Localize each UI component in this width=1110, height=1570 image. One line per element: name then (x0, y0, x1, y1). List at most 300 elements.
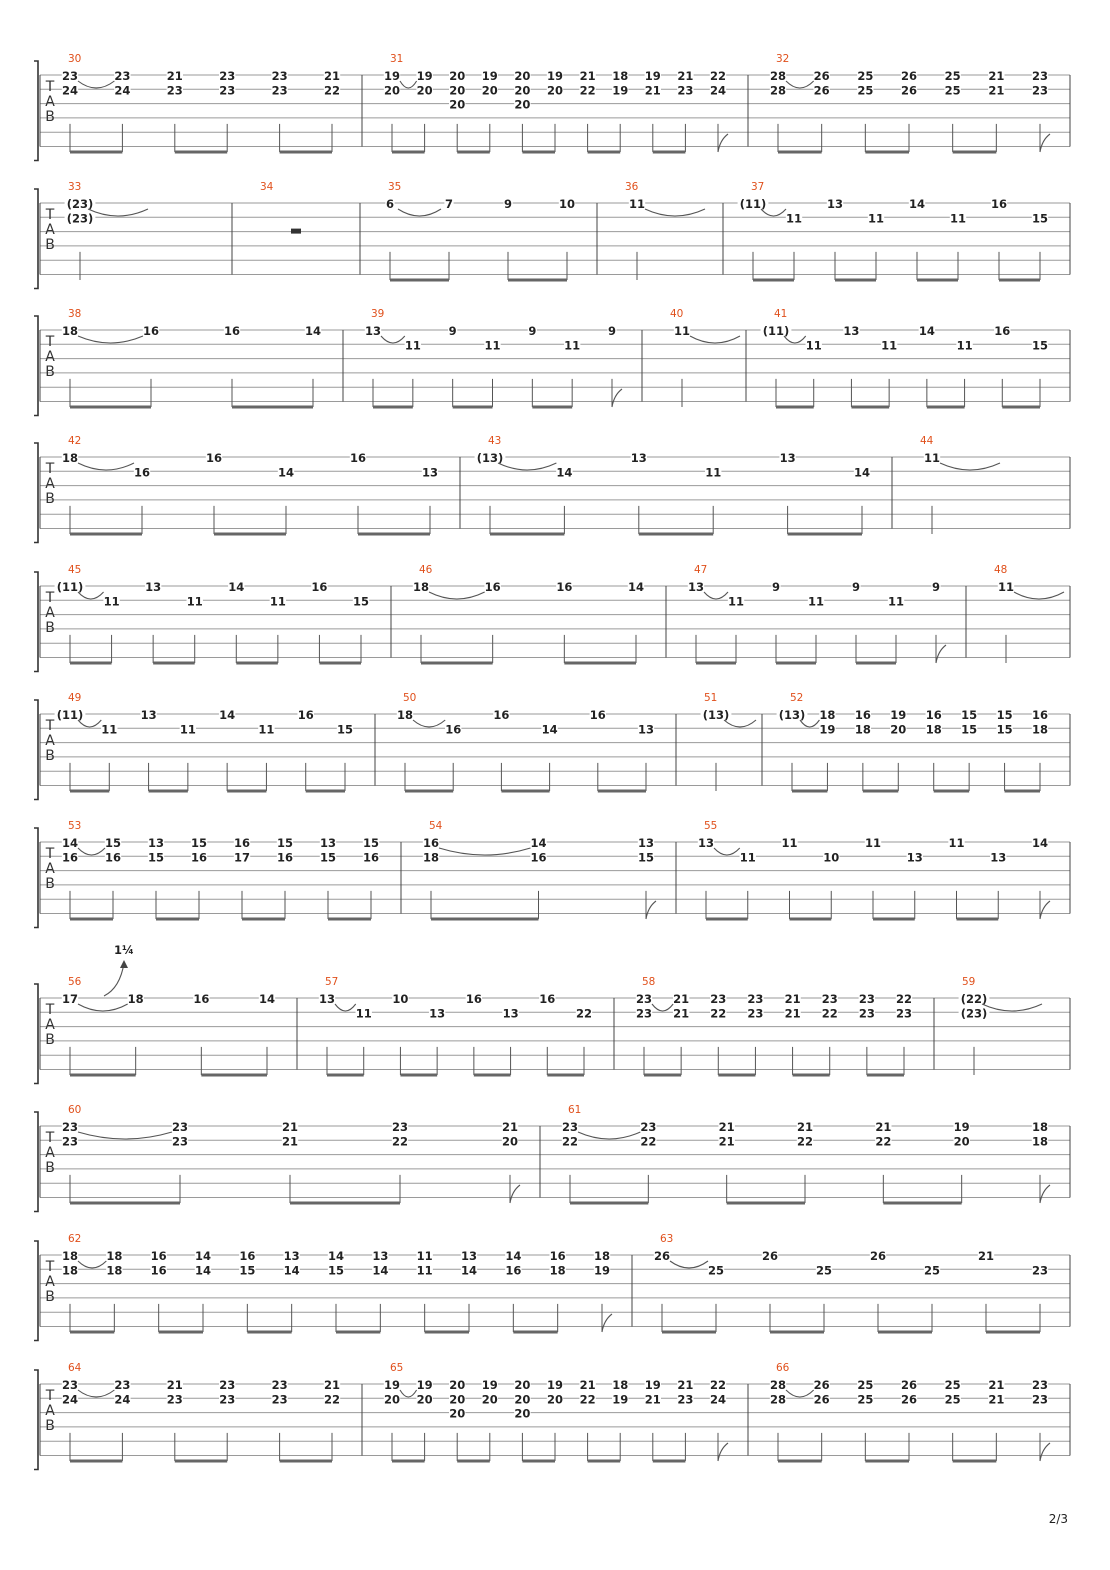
fret-number: 7 (444, 197, 454, 211)
tie-arc (690, 336, 740, 343)
fret-number: 11 (997, 580, 1015, 594)
tab-clef-letter: T (45, 718, 55, 734)
fret-number: 18 (819, 708, 836, 722)
fret-number: 23 (1031, 1263, 1049, 1278)
tie-arc (78, 81, 114, 88)
fret-number: 23 (747, 1006, 764, 1021)
fret-number: 21 (644, 1392, 661, 1407)
note-flag (1040, 1185, 1050, 1203)
fret-number: 19 (383, 69, 401, 83)
fret-number: 15 (362, 836, 380, 850)
fret-number: 26 (869, 1249, 887, 1263)
note-flag (1040, 1443, 1050, 1461)
fret-number: 21 (673, 1006, 690, 1021)
measure-number: 35 (388, 181, 402, 193)
fret-number: 16 (276, 850, 294, 865)
fret-number: 11 (269, 594, 286, 609)
tie-arc (78, 336, 143, 343)
fret-number: 23 (821, 992, 838, 1006)
tab-clef-letter: B (45, 1160, 55, 1176)
fret-number: 28 (769, 1392, 787, 1407)
fret-number: 15 (190, 836, 208, 850)
fret-number: 11 (864, 836, 882, 850)
fret-number: 18 (593, 1249, 611, 1263)
fret-number: 21 (323, 1378, 341, 1392)
note-flag (646, 901, 656, 919)
fret-number: 21 (281, 1120, 299, 1134)
fret-number: (13) (702, 708, 730, 722)
fret-number: 23 (114, 1378, 131, 1392)
fret-number: 15 (276, 836, 294, 850)
fret-number: 23 (61, 1378, 79, 1392)
fret-number: 13 (319, 836, 337, 850)
note-flag (602, 1314, 612, 1332)
fret-number: 19 (481, 1378, 498, 1392)
fret-number: 16 (297, 708, 314, 722)
fret-number: 23 (219, 1378, 236, 1392)
fret-number: 19 (644, 1378, 661, 1392)
measure-number: 45 (68, 564, 82, 576)
fret-number: 16 (133, 465, 151, 480)
tab-clef-letter: T (45, 207, 55, 223)
fret-number: 14 (372, 1263, 389, 1278)
fret-number: 13 (145, 580, 162, 594)
fret-number: 11 (739, 850, 756, 865)
fret-number: 14 (304, 324, 322, 338)
fret-number: 20 (449, 83, 466, 98)
tie-arc (645, 209, 705, 216)
tie-arc (670, 1261, 708, 1268)
tab-clef-letter: A (45, 861, 55, 877)
fret-number: 14 (1031, 836, 1049, 850)
fret-number: 16 (349, 451, 367, 465)
measure-number: 32 (776, 53, 790, 65)
fret-number: (11) (762, 324, 790, 338)
fret-number: 25 (944, 69, 961, 83)
fret-number: 23 (219, 69, 236, 83)
fret-number: 15 (327, 1263, 345, 1278)
fret-number: 13 (990, 850, 1007, 865)
fret-number: 10 (392, 992, 409, 1006)
measure-number: 55 (704, 820, 718, 832)
fret-number: 16 (925, 708, 942, 722)
measure-number: 62 (68, 1233, 82, 1245)
fret-number: 13 (637, 836, 655, 850)
tie-arc (786, 1390, 814, 1397)
fret-number: 23 (1031, 69, 1049, 83)
fret-number: 20 (501, 1134, 519, 1149)
fret-number: 16 (239, 1249, 256, 1263)
fret-number: 11 (355, 1006, 372, 1021)
fret-number: 18 (396, 708, 414, 722)
fret-number: 23 (61, 1134, 79, 1149)
fret-number: 20 (481, 83, 498, 98)
fret-number: (13) (778, 708, 806, 722)
measure-number: 49 (68, 692, 82, 704)
fret-number: 16 (549, 1249, 566, 1263)
measure-number: 53 (68, 820, 82, 832)
fret-number: 20 (514, 97, 531, 112)
fret-number: (11) (56, 708, 84, 722)
fret-number: 11 (404, 338, 421, 353)
bend-amount: 1¼ (114, 943, 134, 957)
measure-number: 61 (568, 1104, 582, 1116)
fret-number: 23 (747, 992, 764, 1006)
fret-number: 18 (61, 1249, 79, 1263)
fret-number: 26 (900, 69, 918, 83)
fret-number: 25 (707, 1263, 725, 1278)
fret-number: (11) (56, 580, 84, 594)
fret-number: 23 (710, 992, 727, 1006)
tie-arc (398, 209, 441, 216)
fret-number: 20 (416, 1392, 433, 1407)
fret-number: 15 (336, 722, 354, 737)
measure-number: 66 (776, 1362, 790, 1374)
fret-number: 21 (784, 1006, 801, 1021)
measure-number: 51 (704, 692, 718, 704)
fret-number: 20 (383, 1392, 401, 1407)
fret-number: 20 (514, 1378, 531, 1392)
tab-clef-letter: A (45, 1403, 55, 1419)
tie-arc (78, 1390, 114, 1397)
fret-number: 23 (166, 1392, 183, 1407)
measure-number: 64 (68, 1362, 82, 1374)
measure-number: 46 (419, 564, 433, 576)
fret-number: 20 (514, 83, 531, 98)
fret-number: 14 (283, 1263, 300, 1278)
fret-number: 26 (900, 1378, 918, 1392)
tab-clef-letter: B (45, 748, 55, 764)
fret-number: 16 (994, 324, 1011, 338)
tie-arc (381, 336, 405, 343)
fret-number: 23 (219, 83, 236, 98)
fret-number: (23) (66, 197, 94, 211)
fret-number: 24 (61, 83, 79, 98)
measure-number: 59 (962, 976, 976, 988)
tie-arc (78, 848, 105, 855)
fret-number: 22 (895, 992, 913, 1006)
fret-number: 9 (851, 580, 861, 594)
fret-number: 24 (114, 1392, 131, 1407)
measure-number: 58 (642, 976, 656, 988)
fret-number: 21 (988, 83, 1005, 98)
measure-number: 30 (68, 53, 82, 65)
fret-number: 20 (890, 722, 907, 737)
system-bracket (34, 443, 38, 543)
fret-number: 11 (881, 338, 898, 353)
fret-number: 11 (949, 211, 967, 226)
fret-number: 23 (677, 83, 694, 98)
tie-arc (578, 1132, 640, 1139)
fret-number: 14 (228, 580, 245, 594)
fret-number: 11 (727, 594, 745, 609)
fret-number: 26 (900, 1392, 918, 1407)
tie-arc (400, 1390, 417, 1397)
fret-number: 16 (362, 850, 380, 865)
fret-number: 18 (549, 1263, 566, 1278)
fret-number: 21 (977, 1249, 995, 1263)
fret-number: 20 (546, 1392, 564, 1407)
fret-number: 16 (104, 850, 122, 865)
fret-number: 15 (961, 722, 978, 737)
fret-number: 28 (769, 83, 787, 98)
fret-number: 23 (677, 1392, 694, 1407)
tab-clef-letter: T (45, 1388, 55, 1404)
tab-clef-letter: B (45, 876, 55, 892)
tab-clef-letter: A (45, 349, 55, 365)
tie-arc (335, 1004, 356, 1011)
fret-number: 23 (858, 1006, 875, 1021)
measure-number: 42 (68, 435, 82, 447)
fret-number: 18 (106, 1263, 123, 1278)
fret-number: 26 (813, 83, 830, 98)
fret-number: 21 (644, 83, 661, 98)
fret-number: 15 (147, 850, 165, 865)
fret-number: 22 (561, 1134, 579, 1149)
note-flag (510, 1185, 520, 1203)
fret-number: 15 (996, 722, 1013, 737)
fret-number: 13 (687, 580, 705, 594)
fret-number: 14 (460, 1263, 478, 1278)
fret-number: 23 (635, 1006, 653, 1021)
note-flag (1040, 134, 1050, 152)
fret-number: 20 (481, 1392, 498, 1407)
fret-number: 11 (416, 1249, 433, 1263)
fret-number: 21 (796, 1120, 814, 1134)
fret-number: 13 (421, 465, 439, 480)
fret-number: 11 (705, 465, 722, 480)
fret-number: 13 (147, 836, 165, 850)
fret-number: 14 (853, 465, 871, 480)
tab-clef-letter: B (45, 1418, 55, 1434)
fret-number: 19 (416, 69, 433, 83)
fret-number: 16 (445, 722, 462, 737)
fret-number: 9 (931, 580, 941, 594)
fret-number: 13 (283, 1249, 300, 1263)
fret-number: 19 (644, 69, 661, 83)
fret-number: 11 (179, 722, 196, 737)
tie-arc (652, 1004, 673, 1011)
tab-clef-letter: A (45, 1145, 55, 1161)
fret-number: 11 (484, 338, 501, 353)
tie-arc (78, 463, 134, 470)
fret-number: 11 (956, 338, 973, 353)
fret-number: 21 (677, 69, 694, 83)
system-bracket (34, 828, 38, 928)
fret-number: 18 (612, 1378, 629, 1392)
fret-number: (22) (960, 992, 988, 1006)
fret-number: 13 (460, 1249, 478, 1263)
fret-number: 16 (854, 708, 871, 722)
measure-number: 57 (325, 976, 339, 988)
measure-number: 60 (68, 1104, 82, 1116)
fret-number: 23 (166, 83, 183, 98)
fret-number: 14 (219, 708, 236, 722)
measure-number: 36 (625, 181, 639, 193)
note-flag (718, 1443, 728, 1461)
fret-number: 13 (697, 836, 715, 850)
tie-arc (704, 592, 728, 599)
fret-number: 15 (996, 708, 1013, 722)
fret-number: 19 (383, 1378, 401, 1392)
fret-number: 26 (813, 1392, 830, 1407)
fret-number: 26 (653, 1249, 671, 1263)
fret-number: 11 (101, 722, 118, 737)
measure-number: 39 (371, 308, 385, 320)
fret-number: 16 (233, 836, 251, 850)
measure-number: 48 (994, 564, 1008, 576)
fret-number: 21 (501, 1120, 519, 1134)
fret-number: 21 (281, 1134, 299, 1149)
fret-number: 22 (875, 1134, 892, 1149)
tab-clef-letter: T (45, 334, 55, 350)
fret-number: (11) (739, 197, 767, 211)
fret-number: 15 (319, 850, 337, 865)
tab-clef-letter: T (45, 79, 55, 95)
fret-number: 26 (761, 1249, 779, 1263)
fret-number: 19 (416, 1378, 433, 1392)
fret-number: 20 (449, 1406, 466, 1421)
tie-arc (400, 81, 417, 88)
fret-number: 20 (449, 69, 466, 83)
fret-number: 21 (988, 1392, 1005, 1407)
tie-arc (78, 1261, 106, 1268)
measure-number: 63 (660, 1233, 674, 1245)
fret-number: 13 (364, 324, 382, 338)
fret-number: 16 (990, 197, 1008, 211)
tab-clef-letter: T (45, 1259, 55, 1275)
note-flag (718, 134, 728, 152)
fret-number: 22 (575, 1006, 593, 1021)
tie-arc (439, 848, 531, 855)
measure-number: 56 (68, 976, 82, 988)
tab-clef-letter: B (45, 491, 55, 507)
fret-number: 14 (258, 992, 276, 1006)
fret-number: 22 (391, 1134, 409, 1149)
fret-number: 20 (449, 1392, 466, 1407)
fret-number: 25 (944, 1378, 961, 1392)
fret-number: 11 (673, 324, 691, 338)
fret-number: 16 (150, 1263, 167, 1278)
fret-number: 9 (771, 580, 781, 594)
fret-number: 15 (352, 594, 370, 609)
fret-number: 16 (193, 992, 210, 1006)
fret-number: 14 (194, 1263, 212, 1278)
fret-number: 14 (541, 722, 558, 737)
system-bracket (34, 572, 38, 672)
system-bracket (34, 1370, 38, 1470)
fret-number: 21 (579, 1378, 596, 1392)
fret-number: 11 (805, 338, 822, 353)
fret-number: 28 (769, 1378, 787, 1392)
fret-number: 23 (858, 992, 875, 1006)
tab-clef-letter: T (45, 461, 55, 477)
fret-number: 18 (61, 324, 79, 338)
tie-arc (413, 720, 445, 727)
fret-number: 18 (1031, 1120, 1049, 1134)
fret-number: 21 (875, 1120, 892, 1134)
fret-number: 23 (61, 69, 79, 83)
fret-number: 25 (857, 1392, 874, 1407)
fret-number: 23 (635, 992, 653, 1006)
fret-number: 11 (807, 594, 825, 609)
fret-number: 13 (906, 850, 923, 865)
fret-number: 18 (106, 1249, 123, 1263)
fret-number: 10 (823, 850, 840, 865)
fret-number: 14 (627, 580, 645, 594)
fret-number: 11 (103, 594, 120, 609)
tie-arc (429, 592, 485, 599)
tie-arc (78, 1132, 172, 1139)
fret-number: 11 (186, 594, 203, 609)
fret-number: 16 (556, 580, 573, 594)
fret-number: 20 (514, 69, 531, 83)
fret-number: 13 (826, 197, 844, 211)
tab-clef-letter: T (45, 1002, 55, 1018)
fret-number: 20 (449, 97, 466, 112)
fret-number: 16 (422, 836, 440, 850)
fret-number: 28 (769, 69, 787, 83)
fret-number: 19 (819, 722, 836, 737)
fret-number: 23 (271, 83, 288, 98)
fret-number: 18 (1031, 1134, 1049, 1149)
fret-number: 23 (271, 1392, 288, 1407)
measure-number: 65 (390, 1362, 404, 1374)
whole-rest (291, 229, 301, 234)
system-bracket (34, 984, 38, 1084)
fret-number: 14 (194, 1249, 212, 1263)
fret-number: 15 (1031, 211, 1049, 226)
fret-number: 23 (114, 69, 131, 83)
fret-number: 11 (628, 197, 646, 211)
system-bracket (34, 316, 38, 416)
measure-number: 40 (670, 308, 684, 320)
fret-number: 13 (843, 324, 860, 338)
measure-number: 34 (260, 181, 274, 193)
fret-number: 23 (1031, 83, 1049, 98)
fret-number: 13 (502, 1006, 519, 1021)
fret-number: 21 (677, 1378, 694, 1392)
tab-clef-letter: T (45, 846, 55, 862)
fret-number: 14 (277, 465, 295, 480)
fret-number: 21 (323, 69, 341, 83)
system-bracket (34, 189, 38, 289)
fret-number: 25 (923, 1263, 941, 1278)
fret-number: 25 (944, 1392, 961, 1407)
fret-number: 13 (372, 1249, 389, 1263)
fret-number: 24 (61, 1392, 79, 1407)
fret-number: 11 (785, 211, 803, 226)
tab-clef-letter: A (45, 94, 55, 110)
tab-clef-letter: A (45, 1274, 55, 1290)
fret-number: 16 (505, 1263, 522, 1278)
fret-number: 22 (579, 83, 596, 98)
fret-number: 23 (171, 1120, 189, 1134)
tie-arc (714, 848, 740, 855)
fret-number: 21 (784, 992, 801, 1006)
fret-number: 6 (385, 197, 395, 211)
fret-number: 18 (925, 722, 942, 737)
fret-number: 25 (857, 1378, 874, 1392)
fret-number: (23) (66, 211, 94, 226)
fret-number: 11 (948, 836, 965, 850)
measure-number: 33 (68, 181, 82, 193)
fret-number: 23 (561, 1120, 579, 1134)
fret-number: 22 (709, 69, 727, 83)
fret-number: 16 (190, 850, 208, 865)
fret-number: 16 (484, 580, 501, 594)
fret-number: 15 (961, 708, 978, 722)
